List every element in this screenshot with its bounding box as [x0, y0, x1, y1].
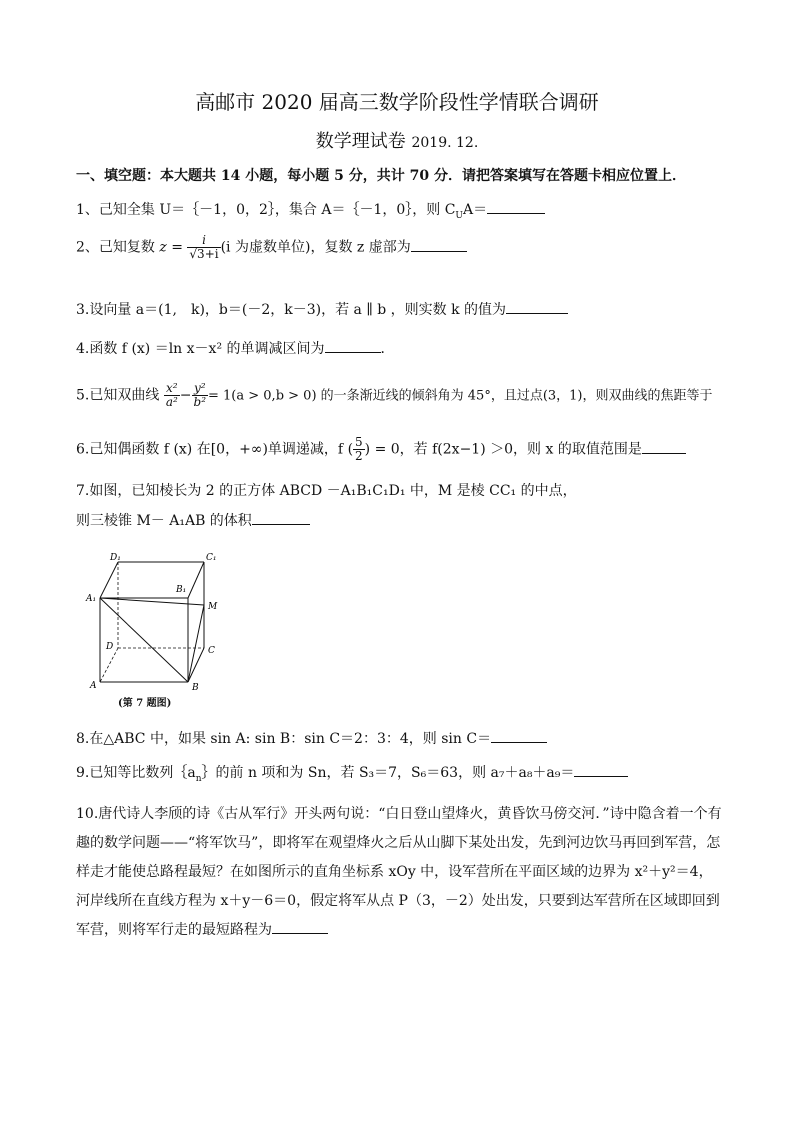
answer-blank — [252, 510, 310, 525]
fraction: $\frac{5}{2}$ — [355, 435, 363, 463]
answer-blank — [491, 728, 547, 743]
question-1: 1、己知全集 U＝｛－1，0，2｝，集合 A＝｛－1，0｝，则 $C_UA=$ — [76, 199, 545, 221]
answer-blank — [506, 299, 568, 314]
label-a: A — [90, 681, 97, 691]
answer-blank — [325, 338, 381, 353]
label-b1: B₁ — [176, 585, 187, 595]
question-10: 10.唐代诗人李颀的诗《古从军行》开头两句说：“白日登山望烽火，黄昏饮马傍交河．”诗中隐含着一个有趣的数学问题——“将军饮马”，即将军在观望烽火之后从山脚下某处出发，先到河边饮马再回到军营，怎样走才能使总路程最短？在如图所示的直角坐标系 xOy 中，设军营所在平面区域的边界为 x²＋y²＝4，河岸线所在直线方程为 x＋y－6＝0，假定将军从点 P（3，－2）处出发，只要到达军营所在区域即回到军营，则将军行走的最短路程为 — [76, 806, 722, 938]
cube-figure — [84, 552, 224, 692]
exam-date: 2019. 12. — [411, 135, 479, 151]
question-3: 3.设向量 a＝(1, k)，b＝(－2，k－3)，若 a ∥ b ，则实数 k 的值为 — [76, 299, 568, 319]
question-8: 8.在△ABC 中，如果 sin A: sin B：sin C＝2：3：4，则 sin C＝ — [76, 728, 547, 748]
question-7-line-1: 7.如图，已知棱长为 2 的正方体 ABCD －A₁B₁C₁D₁ 中，M 是棱 CC₁ 的中点， — [76, 483, 577, 499]
page-title: 高邮市 2020 届高三数学阶段性学情联合调研 — [195, 90, 599, 114]
subtitle-text: 数学理试卷 — [315, 131, 406, 152]
answer-blank — [411, 237, 467, 252]
label-b: B — [192, 683, 199, 692]
question-6: 6.己知偶函数 f (x) 在[0，+∞)单调递减，f ( $\frac{5}{2}$ ) = 0，若 f(2x−1) ＞0，则 x 的取值范围是 — [76, 436, 686, 463]
question-9: 9.已知等比数列$\{a_n\}$的前 n 项和为 Sn，若 S₃＝7，S₆＝63，则 a₇＋a₈＋a₉＝ — [76, 762, 628, 784]
fraction: $\frac{i}{√3+i}$ — [189, 233, 219, 261]
answer-blank — [487, 199, 545, 214]
question-2: 2、己知复数 z = $\frac{i}{√3+i}$ (i 为虚数单位)，复数 z 虚部为 — [76, 234, 467, 261]
page-subtitle — [0, 127, 794, 153]
fraction: $\frac{\text{y²}}{\text{b²}}$ — [193, 381, 207, 409]
answer-blank — [574, 762, 628, 777]
fraction: $\frac{\text{x²}}{\text{a²}}$ — [165, 381, 178, 409]
figure-caption: (第 7 题图) — [118, 698, 172, 709]
label-m: M — [208, 602, 218, 612]
label-d: D — [106, 642, 114, 652]
question-4: 4.函数 f (x) ＝ln x－x² 的单调减区间为 ． — [76, 338, 395, 358]
label-a1: A₁ — [86, 594, 97, 604]
label-d1: D₁ — [110, 553, 121, 563]
answer-blank — [272, 919, 328, 934]
section-heading: 一、填空题：本大题共 14 小题，每小题 5 分，共计 70 分．请把答案填写在答题卡相应位置上． — [76, 168, 686, 184]
question-7-line-2: 则三棱锥 M－ A₁AB 的体积 — [76, 510, 310, 530]
label-c: C — [208, 646, 215, 656]
question-5: 5.已知双曲线 $\frac{\text{x²}}{\text{a²}}$ − $\frac{\text{y²}}{\text{b²}}$ = 1(a > 0,b > 0) 的一条渐近线的倾斜角为 45°，且过点(3，1)，则双曲线的焦距等于 — [76, 381, 713, 409]
answer-blank — [642, 439, 686, 454]
label-c1: C₁ — [206, 553, 217, 563]
